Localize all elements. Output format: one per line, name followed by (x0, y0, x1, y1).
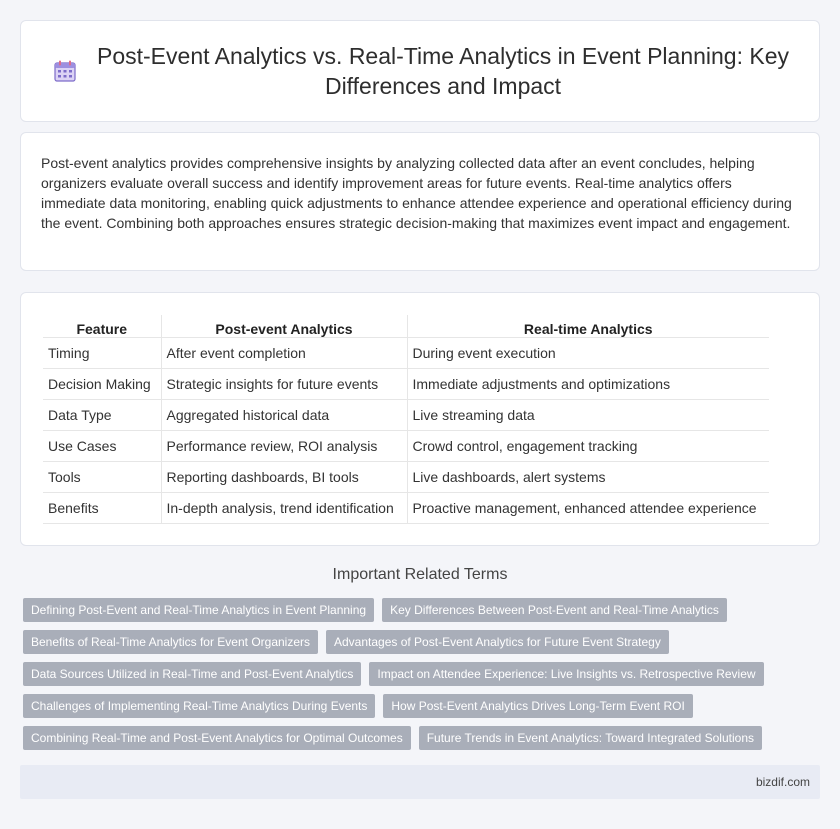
related-term-link[interactable]: Future Trends in Event Analytics: Toward Integrated Solutions (419, 726, 762, 750)
related-term-link[interactable]: How Post-Event Analytics Drives Long-Term Event ROI (383, 694, 692, 718)
related-term-link[interactable]: Benefits of Real-Time Analytics for Event Organizers (23, 630, 318, 654)
comparison-table (43, 315, 769, 524)
related-term-link[interactable]: Impact on Attendee Experience: Live Insights vs. Retrospective Review (369, 662, 763, 686)
cell-real-time: Live dashboards, alert systems (407, 461, 769, 492)
cell-real-time: Immediate adjustments and optimizations (407, 368, 769, 399)
cell-feature: Timing (43, 337, 161, 368)
related-term-link[interactable]: Combining Real-Time and Post-Event Analytics for Optimal Outcomes (23, 726, 411, 750)
table-row (43, 492, 769, 523)
cell-real-time: Proactive management, enhanced attendee experience (407, 492, 769, 523)
cell-post-event: Strategic insights for future events (161, 368, 407, 399)
tag-row (23, 598, 823, 622)
tag-row (23, 694, 823, 718)
title-wrap (21, 41, 819, 101)
related-term-link[interactable]: Advantages of Post-Event Analytics for Future Event Strategy (326, 630, 669, 654)
cell-feature: Use Cases (43, 430, 161, 461)
related-terms-title: Important Related Terms (332, 566, 508, 583)
footer-site[interactable]: bizdif.com (755, 775, 810, 789)
cell-real-time: During event execution (407, 337, 769, 368)
cell-real-time: Live streaming data (407, 399, 769, 430)
table-row (43, 430, 769, 461)
header-real-time: Real-time Analytics (407, 315, 769, 337)
comparison-card (20, 292, 820, 546)
cell-feature: Tools (43, 461, 161, 492)
table-row (43, 399, 769, 430)
cell-post-event: Aggregated historical data (161, 399, 407, 430)
related-term-link[interactable]: Data Sources Utilized in Real-Time and Post-Event Analytics (23, 662, 361, 686)
header-feature: Feature (43, 315, 161, 337)
intro-card (20, 132, 820, 271)
table-row (43, 368, 769, 399)
title-card (20, 20, 820, 122)
tag-row (23, 726, 823, 750)
cell-feature: Decision Making (43, 368, 161, 399)
cell-post-event: Reporting dashboards, BI tools (161, 461, 407, 492)
cell-feature: Benefits (43, 492, 161, 523)
related-term-link[interactable]: Key Differences Between Post-Event and Real-Time Analytics (382, 598, 727, 622)
related-terms-list (23, 598, 823, 758)
intro-text: Post-event analytics provides comprehensive insights by analyzing collected data after an event concludes, helping organizers evaluate overall success and identify improvement areas for future events. Real-time analytics offers immediate data monitoring, enabling quick adjustments to enhance attendee experience and operational efficiency during the event. Combining both approaches ensures strategic decision-making that maximizes event impact and engagement. (41, 155, 792, 231)
footer (20, 765, 820, 799)
table-row (43, 461, 769, 492)
cell-real-time: Crowd control, engagement tracking (407, 430, 769, 461)
header-post-event: Post-event Analytics (161, 315, 407, 337)
related-term-link[interactable]: Challenges of Implementing Real-Time Analytics During Events (23, 694, 375, 718)
related-term-link[interactable]: Defining Post-Event and Real-Time Analytics in Event Planning (23, 598, 374, 622)
calendar-icon (51, 57, 79, 85)
page-title: Post-Event Analytics vs. Real-Time Analytics in Event Planning: Key Differences and Impact (97, 43, 790, 99)
tag-row (23, 630, 823, 654)
cell-post-event: After event completion (161, 337, 407, 368)
table-header-row (43, 315, 769, 337)
cell-post-event: In-depth analysis, trend identification (161, 492, 407, 523)
tag-row (23, 662, 823, 686)
cell-feature: Data Type (43, 399, 161, 430)
table-row (43, 337, 769, 368)
cell-post-event: Performance review, ROI analysis (161, 430, 407, 461)
